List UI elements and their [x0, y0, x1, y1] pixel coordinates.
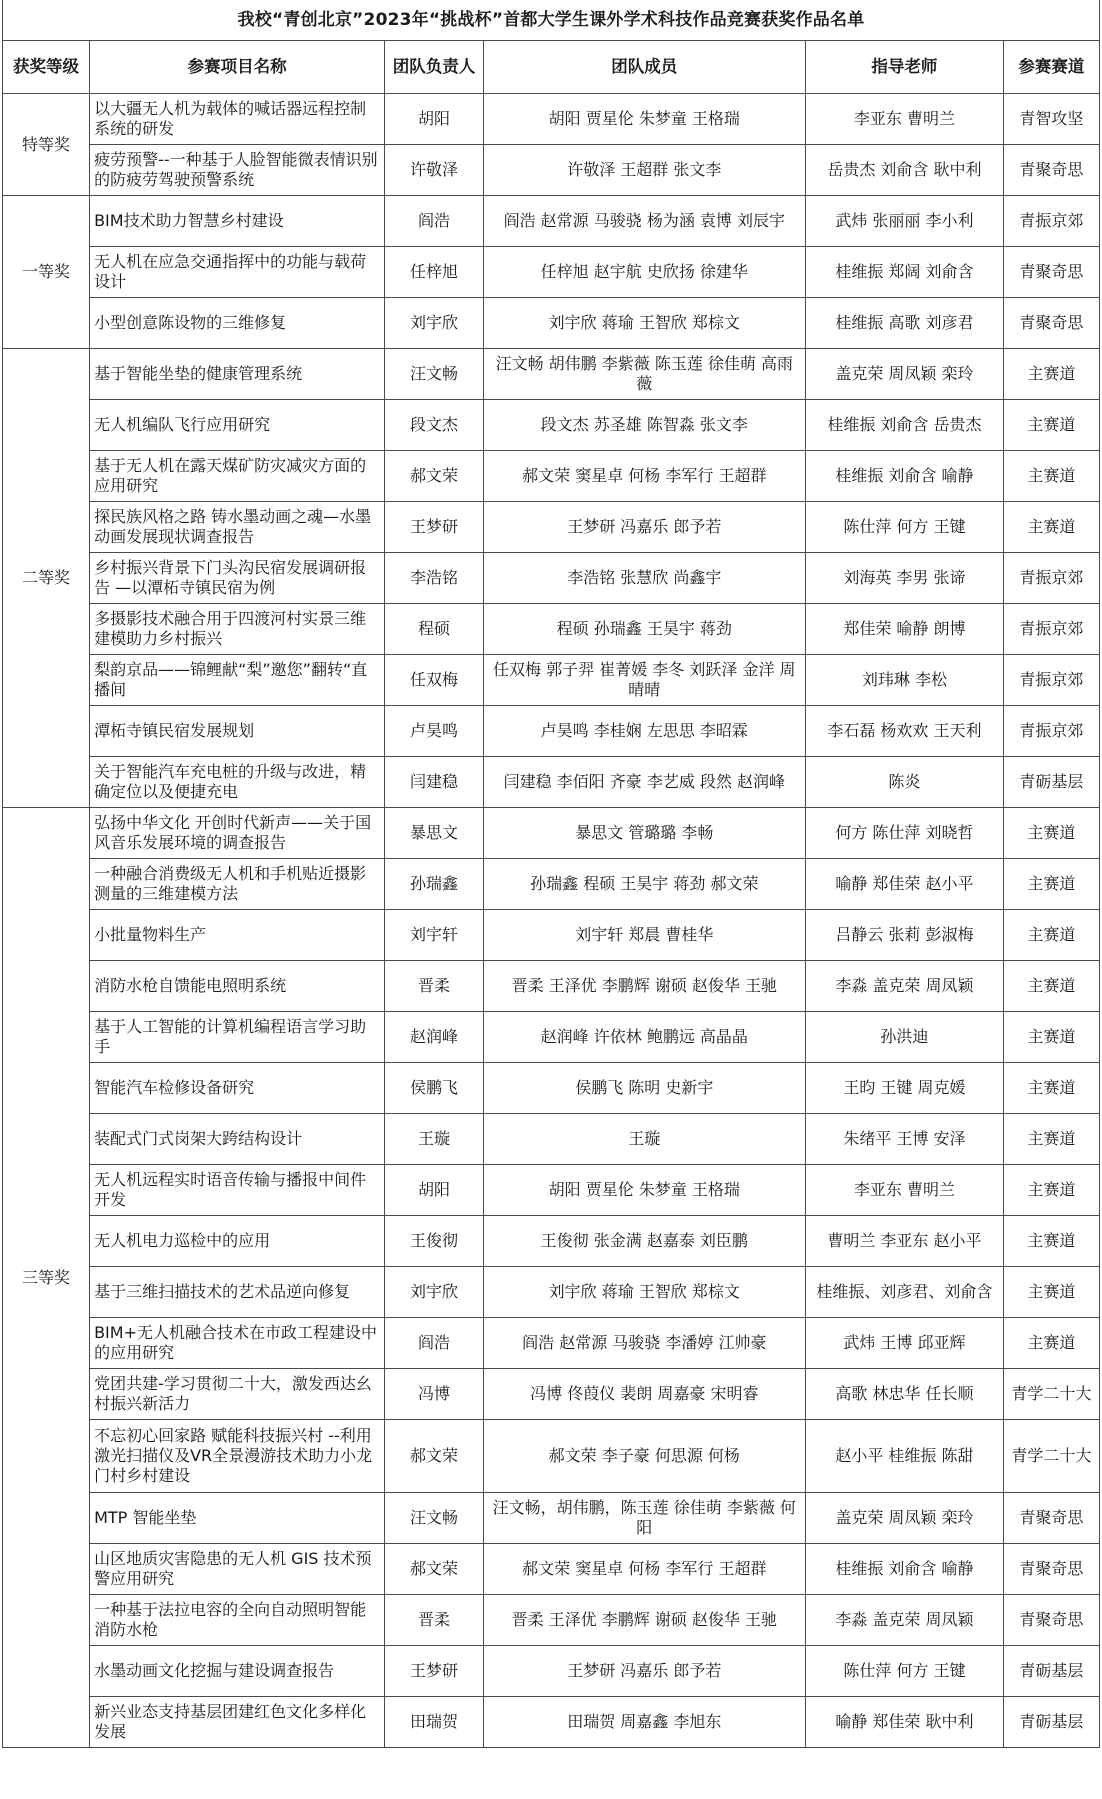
track-cell: 主赛道: [1003, 961, 1099, 1012]
project-name-cell: 一种基于法拉电容的全向自动照明智能消防水枪: [90, 1595, 385, 1646]
table-row: [3, 349, 1100, 400]
award-level-cell: 特等奖: [3, 94, 90, 196]
track-cell: 青聚奇思: [1003, 1595, 1099, 1646]
track-cell: 青振京郊: [1003, 196, 1099, 247]
advisors-cell: 喻静 郑佳荣 赵小平: [805, 859, 1003, 910]
advisors-cell: 高歌 林忠华 任长顺: [805, 1369, 1003, 1420]
project-name-cell: 关于智能汽车充电桩的升级与改进，精确定位以及便捷充电: [90, 757, 385, 808]
track-cell: 青学二十大: [1003, 1420, 1099, 1493]
advisors-cell: 李淼 盖克荣 周凤颖: [805, 961, 1003, 1012]
track-cell: 主赛道: [1003, 1216, 1099, 1267]
advisors-cell: 李石磊 杨欢欢 王天利: [805, 706, 1003, 757]
table-row: [3, 298, 1100, 349]
track-cell: 主赛道: [1003, 451, 1099, 502]
team-members-cell: 暴思文 管璐璐 李畅: [483, 808, 805, 859]
track-cell: 青聚奇思: [1003, 298, 1099, 349]
project-name-cell: 疲劳预警--一种基于人脸智能微表情识别的防疲劳驾驶预警系统: [90, 145, 385, 196]
team-leader-cell: 晋柔: [385, 961, 483, 1012]
team-members-cell: 汪文畅，胡伟鹏，陈玉莲 徐佳萌 李紫薇 何阳: [483, 1493, 805, 1544]
team-members-cell: 晋柔 王泽优 李鹏辉 谢硕 赵俊华 王驰: [483, 1595, 805, 1646]
team-members-cell: 冯博 佟葭仪 裴朗 周嘉豪 宋明睿: [483, 1369, 805, 1420]
project-name-cell: 无人机在应急交通指挥中的功能与载荷设计: [90, 247, 385, 298]
track-cell: 青砺基层: [1003, 1646, 1099, 1697]
team-leader-cell: 刘宇欣: [385, 1267, 483, 1318]
project-name-cell: 山区地质灾害隐患的无人机 GIS 技术预警应用研究: [90, 1544, 385, 1595]
project-name-cell: 小批量物料生产: [90, 910, 385, 961]
team-leader-cell: 王俊彻: [385, 1216, 483, 1267]
advisors-cell: 李亚东 曹明兰: [805, 1165, 1003, 1216]
track-cell: 青聚奇思: [1003, 1493, 1099, 1544]
team-leader-cell: 郝文荣: [385, 1544, 483, 1595]
team-members-cell: 卢昊鸣 李桂娴 左思思 李昭霖: [483, 706, 805, 757]
track-cell: 主赛道: [1003, 1114, 1099, 1165]
team-members-cell: 胡阳 贾星伦 朱梦童 王格瑞: [483, 1165, 805, 1216]
table-row: [3, 757, 1100, 808]
team-members-cell: 任梓旭 赵宇航 史欣扬 徐建华: [483, 247, 805, 298]
team-members-cell: 段文杰 苏圣雄 陈智淼 张文李: [483, 400, 805, 451]
advisors-cell: 武炜 张丽丽 李小利: [805, 196, 1003, 247]
table-row: [3, 1544, 1100, 1595]
table-row: [3, 400, 1100, 451]
track-cell: 主赛道: [1003, 859, 1099, 910]
table-row: [3, 859, 1100, 910]
team-leader-cell: 胡阳: [385, 94, 483, 145]
track-cell: 青聚奇思: [1003, 247, 1099, 298]
advisors-cell: 陈仕萍 何方 王键: [805, 1646, 1003, 1697]
table-row: [3, 1267, 1100, 1318]
table-row: [3, 196, 1100, 247]
team-members-cell: 李浩铭 张慧欣 尚鑫宇: [483, 553, 805, 604]
award-level-cell: 一等奖: [3, 196, 90, 349]
table-row: [3, 1165, 1100, 1216]
advisors-cell: 赵小平 桂维振 陈甜: [805, 1420, 1003, 1493]
project-name-cell: BIM+无人机融合技术在市政工程建设中的应用研究: [90, 1318, 385, 1369]
track-cell: 青振京郊: [1003, 655, 1099, 706]
team-leader-cell: 段文杰: [385, 400, 483, 451]
track-cell: 青学二十大: [1003, 1369, 1099, 1420]
team-members-cell: 阎浩 赵常源 马骏骁 李潘婷 江帅豪: [483, 1318, 805, 1369]
track-cell: 青聚奇思: [1003, 1544, 1099, 1595]
table-title: 我校“青创北京”2023年“挑战杯”首都大学生课外学术科技作品竞赛获奖作品名单: [3, 0, 1100, 41]
header-team-members: 团队成员: [483, 41, 805, 94]
project-name-cell: 无人机电力巡检中的应用: [90, 1216, 385, 1267]
team-leader-cell: 王璇: [385, 1114, 483, 1165]
table-row: [3, 706, 1100, 757]
advisors-cell: 盖克荣 周凤颖 栾玲: [805, 1493, 1003, 1544]
table-row: [3, 145, 1100, 196]
table-row: [3, 1063, 1100, 1114]
advisors-cell: 刘海英 李男 张谛: [805, 553, 1003, 604]
track-cell: 青智攻坚: [1003, 94, 1099, 145]
track-cell: 青振京郊: [1003, 706, 1099, 757]
advisors-cell: 桂维振 刘俞含 岳贵杰: [805, 400, 1003, 451]
project-name-cell: BIM技术助力智慧乡村建设: [90, 196, 385, 247]
team-members-cell: 赵润峰 许依林 鲍鹏远 高晶晶: [483, 1012, 805, 1063]
advisors-cell: 陈炎: [805, 757, 1003, 808]
header-project-name: 参赛项目名称: [90, 41, 385, 94]
project-name-cell: 潭柘寺镇民宿发展规划: [90, 706, 385, 757]
team-leader-cell: 汪文畅: [385, 349, 483, 400]
advisors-cell: 曹明兰 李亚东 赵小平: [805, 1216, 1003, 1267]
advisors-cell: 孙洪迪: [805, 1012, 1003, 1063]
team-leader-cell: 侯鹏飞: [385, 1063, 483, 1114]
team-members-cell: 刘宇欣 蒋瑜 王智欣 郑棕文: [483, 298, 805, 349]
team-members-cell: 王梦研 冯嘉乐 郎予若: [483, 1646, 805, 1697]
table-row: [3, 961, 1100, 1012]
advisors-cell: 王昀 王键 周克媛: [805, 1063, 1003, 1114]
table-row: [3, 1369, 1100, 1420]
team-members-cell: 闫建稳 李佰阳 齐豪 李艺威 段然 赵润峰: [483, 757, 805, 808]
table-row: [3, 910, 1100, 961]
project-name-cell: 基于三维扫描技术的艺术品逆向修复: [90, 1267, 385, 1318]
table-row: [3, 451, 1100, 502]
advisors-cell: 桂维振 高歌 刘彦君: [805, 298, 1003, 349]
table-row: [3, 1114, 1100, 1165]
award-level-cell: 二等奖: [3, 349, 90, 808]
advisors-cell: 盖克荣 周凤颖 栾玲: [805, 349, 1003, 400]
project-name-cell: MTP 智能坐垫: [90, 1493, 385, 1544]
project-name-cell: 探民族风格之路 铸水墨动画之魂—水墨动画发展现状调查报告: [90, 502, 385, 553]
header-advisors: 指导老师: [805, 41, 1003, 94]
team-members-cell: 刘宇欣 蒋瑜 王智欣 郑棕文: [483, 1267, 805, 1318]
team-leader-cell: 刘宇欣: [385, 298, 483, 349]
team-members-cell: 王璇: [483, 1114, 805, 1165]
track-cell: 主赛道: [1003, 400, 1099, 451]
advisors-cell: 吕静云 张莉 彭淑梅: [805, 910, 1003, 961]
team-leader-cell: 田瑞贺: [385, 1697, 483, 1748]
track-cell: 青砺基层: [1003, 757, 1099, 808]
advisors-cell: 桂维振 刘俞含 喻静: [805, 451, 1003, 502]
track-cell: 主赛道: [1003, 1063, 1099, 1114]
table-row: [3, 1012, 1100, 1063]
advisors-cell: 桂维振 郑阔 刘俞含: [805, 247, 1003, 298]
team-members-cell: 汪文畅 胡伟鹏 李紫薇 陈玉莲 徐佳萌 高雨薇: [483, 349, 805, 400]
team-members-cell: 王俊彻 张金满 赵嘉泰 刘臣鹏: [483, 1216, 805, 1267]
project-name-cell: 多摄影技术融合用于四渡河村实景三维建模助力乡村振兴: [90, 604, 385, 655]
team-leader-cell: 李浩铭: [385, 553, 483, 604]
team-leader-cell: 阎浩: [385, 1318, 483, 1369]
team-leader-cell: 任双梅: [385, 655, 483, 706]
project-name-cell: 智能汽车检修设备研究: [90, 1063, 385, 1114]
table-row: [3, 655, 1100, 706]
team-members-cell: 侯鹏飞 陈明 史新宇: [483, 1063, 805, 1114]
advisors-cell: 李亚东 曹明兰: [805, 94, 1003, 145]
advisors-cell: 武炜 王博 邱亚辉: [805, 1318, 1003, 1369]
team-leader-cell: 郝文荣: [385, 1420, 483, 1493]
team-members-cell: 胡阳 贾星伦 朱梦童 王格瑞: [483, 94, 805, 145]
project-name-cell: 党团共建-学习贯彻二十大，激发西达幺村振兴新活力: [90, 1369, 385, 1420]
team-members-cell: 郝文荣 李子豪 何思源 何杨: [483, 1420, 805, 1493]
advisors-cell: 郑佳荣 喻静 朗博: [805, 604, 1003, 655]
team-members-cell: 刘宇轩 郑晨 曹桂华: [483, 910, 805, 961]
team-members-cell: 郝文荣 窦星卓 何杨 李军行 王超群: [483, 451, 805, 502]
project-name-cell: 基于无人机在露天煤矿防灾减灾方面的应用研究: [90, 451, 385, 502]
team-members-cell: 程硕 孙瑞鑫 王昊宇 蒋劲: [483, 604, 805, 655]
table-row: [3, 604, 1100, 655]
table-row: [3, 1697, 1100, 1748]
table-row: [3, 553, 1100, 604]
advisors-cell: 喻静 郑佳荣 耿中利: [805, 1697, 1003, 1748]
table-row: [3, 247, 1100, 298]
project-name-cell: 小型创意陈设物的三维修复: [90, 298, 385, 349]
project-name-cell: 无人机编队飞行应用研究: [90, 400, 385, 451]
project-name-cell: 基于人工智能的计算机编程语言学习助手: [90, 1012, 385, 1063]
team-leader-cell: 闫建稳: [385, 757, 483, 808]
track-cell: 主赛道: [1003, 502, 1099, 553]
table-row: [3, 502, 1100, 553]
advisors-cell: 李淼 盖克荣 周凤颖: [805, 1595, 1003, 1646]
track-cell: 主赛道: [1003, 910, 1099, 961]
project-name-cell: 无人机远程实时语音传输与播报中间件开发: [90, 1165, 385, 1216]
team-leader-cell: 晋柔: [385, 1595, 483, 1646]
project-name-cell: 新兴业态支持基层团建红色文化多样化发展: [90, 1697, 385, 1748]
table-row: [3, 1646, 1100, 1697]
track-cell: 青振京郊: [1003, 553, 1099, 604]
advisors-cell: 朱绪平 王博 安泽: [805, 1114, 1003, 1165]
team-leader-cell: 孙瑞鑫: [385, 859, 483, 910]
team-leader-cell: 阎浩: [385, 196, 483, 247]
track-cell: 青聚奇思: [1003, 145, 1099, 196]
table-row: [3, 808, 1100, 859]
award-table: [2, 0, 1100, 1748]
team-leader-cell: 许敬泽: [385, 145, 483, 196]
team-members-cell: 田瑞贺 周嘉鑫 李旭东: [483, 1697, 805, 1748]
team-leader-cell: 刘宇轩: [385, 910, 483, 961]
team-members-cell: 孙瑞鑫 程硕 王昊宇 蒋劲 郝文荣: [483, 859, 805, 910]
table-body: [3, 94, 1100, 1748]
advisors-cell: 岳贵杰 刘俞含 耿中利: [805, 145, 1003, 196]
project-name-cell: 梨韵京品——锦鲤献“梨”邀您”翻转“直播间: [90, 655, 385, 706]
track-cell: 主赛道: [1003, 1012, 1099, 1063]
advisors-cell: 陈仕萍 何方 王键: [805, 502, 1003, 553]
team-leader-cell: 王梦研: [385, 1646, 483, 1697]
header-row: [3, 41, 1100, 94]
team-members-cell: 郝文荣 窦星卓 何杨 李军行 王超群: [483, 1544, 805, 1595]
table-row: [3, 1595, 1100, 1646]
team-leader-cell: 胡阳: [385, 1165, 483, 1216]
table-row: [3, 1420, 1100, 1493]
advisors-cell: 刘玮琳 李松: [805, 655, 1003, 706]
track-cell: 青砺基层: [1003, 1697, 1099, 1748]
project-name-cell: 以大疆无人机为载体的喊话器远程控制系统的研发: [90, 94, 385, 145]
advisors-cell: 何方 陈仕萍 刘晓哲: [805, 808, 1003, 859]
header-team-leader: 团队负责人: [385, 41, 483, 94]
advisors-cell: 桂维振、刘彦君、刘俞含: [805, 1267, 1003, 1318]
project-name-cell: 基于智能坐垫的健康管理系统: [90, 349, 385, 400]
team-members-cell: 任双梅 郭子羿 崔菁媛 李冬 刘跃泽 金洋 周晴晴: [483, 655, 805, 706]
table-row: [3, 94, 1100, 145]
team-leader-cell: 程硕: [385, 604, 483, 655]
team-members-cell: 阎浩 赵常源 马骏骁 杨为涵 袁博 刘辰宇: [483, 196, 805, 247]
track-cell: 青振京郊: [1003, 604, 1099, 655]
team-leader-cell: 郝文荣: [385, 451, 483, 502]
project-name-cell: 一种融合消费级无人机和手机贴近摄影测量的三维建模方法: [90, 859, 385, 910]
team-leader-cell: 赵润峰: [385, 1012, 483, 1063]
header-track: 参赛赛道: [1003, 41, 1099, 94]
project-name-cell: 弘扬中华文化 开创时代新声——关于国风音乐发展环境的调查报告: [90, 808, 385, 859]
team-leader-cell: 冯博: [385, 1369, 483, 1420]
track-cell: 主赛道: [1003, 1165, 1099, 1216]
team-leader-cell: 王梦研: [385, 502, 483, 553]
project-name-cell: 水墨动画文化挖掘与建设调查报告: [90, 1646, 385, 1697]
team-leader-cell: 汪文畅: [385, 1493, 483, 1544]
project-name-cell: 消防水枪自馈能电照明系统: [90, 961, 385, 1012]
team-leader-cell: 卢昊鸣: [385, 706, 483, 757]
team-leader-cell: 暴思文: [385, 808, 483, 859]
advisors-cell: 桂维振 刘俞含 喻静: [805, 1544, 1003, 1595]
table-row: [3, 1318, 1100, 1369]
track-cell: 主赛道: [1003, 1267, 1099, 1318]
track-cell: 主赛道: [1003, 808, 1099, 859]
track-cell: 主赛道: [1003, 349, 1099, 400]
table-row: [3, 1493, 1100, 1544]
team-members-cell: 晋柔 王泽优 李鹏辉 谢硕 赵俊华 王驰: [483, 961, 805, 1012]
project-name-cell: 不忘初心回家路 赋能科技振兴村 --利用激光扫描仪及VR全景漫游技术助力小龙门村乡村建设: [90, 1420, 385, 1493]
project-name-cell: 乡村振兴背景下门头沟民宿发展调研报告 —以潭柘寺镇民宿为例: [90, 553, 385, 604]
track-cell: 主赛道: [1003, 1318, 1099, 1369]
team-members-cell: 王梦研 冯嘉乐 郎予若: [483, 502, 805, 553]
header-award-level: 获奖等级: [3, 41, 90, 94]
team-leader-cell: 任梓旭: [385, 247, 483, 298]
award-level-cell: 三等奖: [3, 808, 90, 1748]
table-row: [3, 1216, 1100, 1267]
team-members-cell: 许敬泽 王超群 张文李: [483, 145, 805, 196]
project-name-cell: 装配式门式岗架大跨结构设计: [90, 1114, 385, 1165]
